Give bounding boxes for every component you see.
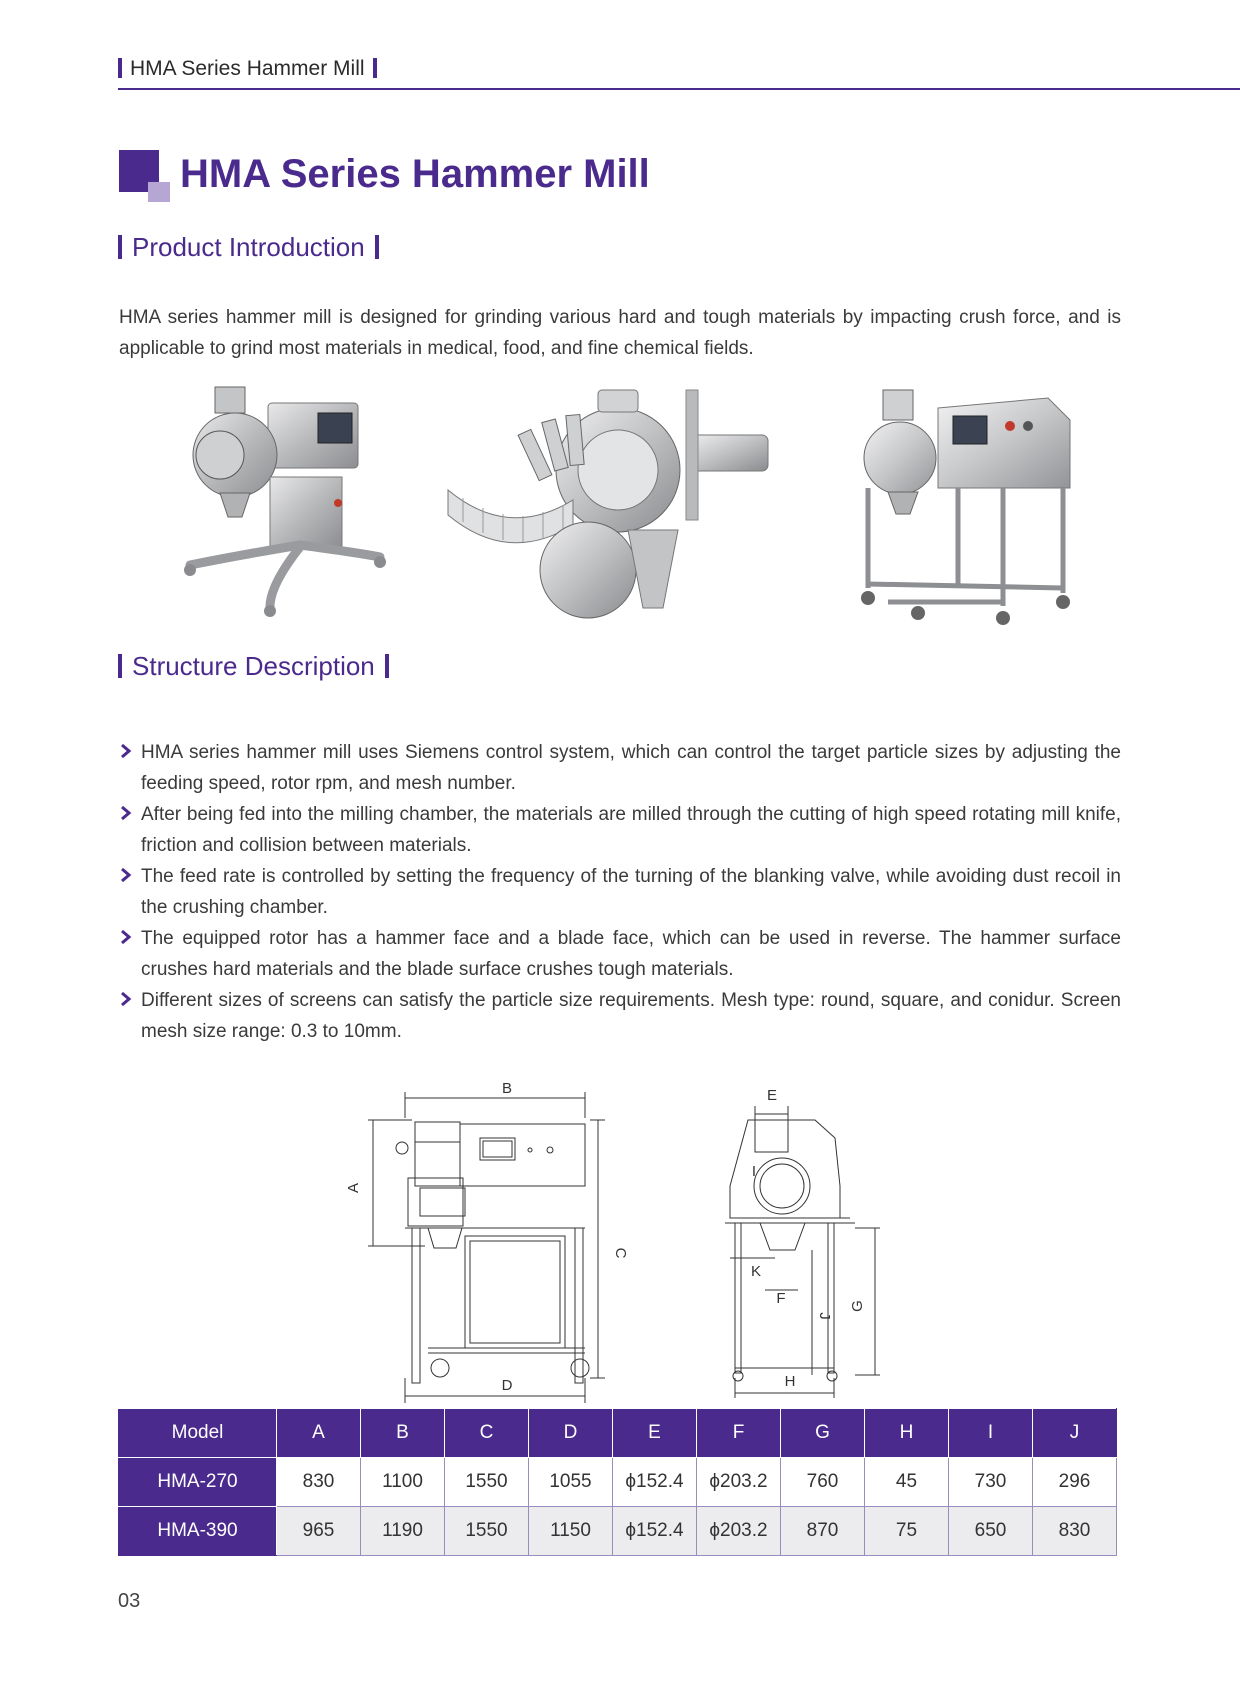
caster-shape [861,591,875,605]
column-header: C [445,1409,529,1458]
column-header: A [277,1409,361,1458]
section-bar-left [118,654,122,678]
column-header: Model [119,1409,277,1458]
table-row [119,1507,1117,1556]
mill-body-shape [864,422,936,494]
table-cell: 1100 [361,1458,445,1507]
list-item [119,799,1121,861]
hmi-screen-shape [953,416,987,444]
chevron-right-icon [119,867,133,883]
structure-list [119,737,1121,1047]
column-header: I [949,1409,1033,1458]
table-header-row [119,1409,1117,1458]
structure-item-text: HMA series hammer mill uses Siemens control system, which can control the target particle sizes by adjusting the feeding speed, rotor rpm, and mesh number. [141,742,1121,794]
foot-shape [374,556,386,568]
machine-photo-cart [858,388,1083,638]
page-number: 03 [118,1590,141,1612]
model-cell: HMA-390 [119,1507,277,1556]
table-cell: 1150 [529,1507,613,1556]
intro-heading-text: Product Introduction [132,232,365,262]
dim-label-k: K [750,1263,762,1280]
chamber-door-shape [196,431,244,479]
structure-item-text: After being fed into the milling chamber, the materials are milled through the cutting of high speed rotating mill knife, friction and collision between materials. [141,804,1121,856]
outlet-hopper-shape [628,530,678,608]
section-bar-right [375,235,379,259]
section-heading-intro [118,232,379,263]
column-header: G [781,1409,865,1458]
table-cell: 45 [865,1458,949,1507]
caster-shape [1056,595,1070,609]
section-heading-structure [118,651,389,682]
dim-label-a: A [345,1182,362,1194]
inlet-flange-shape [598,390,638,412]
page-title: HMA Series Hammer Mill [180,152,650,196]
table-cell: 296 [1033,1458,1117,1507]
model-cell: HMA-270 [119,1458,277,1507]
feeder-shape [883,390,913,420]
list-item [119,861,1121,923]
header-bar-right [373,58,377,78]
section-bar-left [118,235,122,259]
machine-photo-exploded [448,390,778,625]
table-cell: 650 [949,1507,1033,1556]
button-shape [1005,421,1015,431]
side-view-drawing [725,1106,880,1398]
table-cell: 965 [277,1507,361,1556]
column-header: E [613,1409,697,1458]
stop-button-shape [334,499,342,507]
machine-photo-standing [170,385,410,625]
column-header: D [529,1409,613,1458]
structure-item-text: Different sizes of screens can satisfy the particle size requirements. Mesh type: round, square, and conidur. Screen mesh size range: 0.3 to 10mm. [141,990,1121,1042]
end-cover-shape [540,522,636,618]
chevron-right-icon [119,991,133,1007]
rotor-cavity-shape [578,430,658,510]
support-pole-shape [686,390,698,520]
dim-label-g: G [849,1300,866,1312]
running-header [118,57,377,81]
table-cell: 730 [949,1458,1033,1507]
table-cell: 830 [1033,1507,1117,1556]
chevron-right-icon [119,805,133,821]
dim-label-j: J [816,1312,833,1320]
column-header: B [361,1409,445,1458]
column-header: H [865,1409,949,1458]
structure-heading-text: Structure Description [132,651,375,681]
table-cell: 870 [781,1507,865,1556]
header-rule [118,88,1240,90]
table-row [119,1458,1117,1507]
table-cell: 760 [781,1458,865,1507]
dim-label-i: I [751,1163,757,1180]
dimension-drawing [345,1078,910,1403]
running-header-text: HMA Series Hammer Mill [130,57,365,80]
shaft-housing-shape [688,435,768,471]
table-cell: ϕ152.4 [613,1458,697,1507]
table-cell: 1055 [529,1458,613,1507]
button-shape [1023,421,1033,431]
leg-front-shape [270,547,300,607]
foot-shape [264,605,276,617]
table-cell: ϕ152.4 [613,1507,697,1556]
feed-inlet-shape [215,387,245,413]
list-item [119,737,1121,799]
dim-label-h: H [784,1373,796,1390]
screen-mesh-shape [448,490,573,543]
table-cell: 1550 [445,1458,529,1507]
section-bar-right [385,654,389,678]
foot-shape [184,564,196,576]
front-view-drawing [368,1092,605,1403]
dim-label-d: D [501,1377,513,1394]
leg-right-shape [300,545,380,557]
dim-label-b: B [501,1080,513,1097]
chevron-right-icon [119,929,133,945]
table-cell: 830 [277,1458,361,1507]
dim-label-e: E [766,1087,778,1104]
table-cell: 75 [865,1507,949,1556]
table-cell: 1550 [445,1507,529,1556]
caster-shape [996,611,1010,625]
list-item [119,923,1121,985]
column-header: F [697,1409,781,1458]
outlet-cone-shape [220,493,250,517]
chevron-right-icon [119,743,133,759]
table-cell: ϕ203.2 [697,1458,781,1507]
intro-paragraph: HMA series hammer mill is designed for grinding various hard and tough materials by impacting crush force, and is applicable to grind most materials in medical, food, and fine chemical fields. [119,307,1121,359]
discharge-shape [888,492,918,514]
caster-shape [911,606,925,620]
spec-table [118,1408,1117,1556]
structure-item-text: The equipped rotor has a hammer face and a blade face, which can be used in reverse. The hammer surface crushes hard materials and the blade surface crushes tough materials. [141,928,1121,980]
column-base-shape [270,477,342,547]
dim-label-c: C [612,1247,629,1259]
column-header: J [1033,1409,1117,1458]
list-item [119,985,1121,1047]
table-cell: ϕ203.2 [697,1507,781,1556]
dim-label-f: F [776,1290,786,1307]
structure-item-text: The feed rate is controlled by setting the frequency of the turning of the blanking valve, while avoiding dust recoil in the crushing chamber. [141,866,1121,918]
header-bar-left [118,58,122,78]
title-square-light [148,182,170,202]
table-cell: 1190 [361,1507,445,1556]
touch-screen-shape [318,413,352,443]
